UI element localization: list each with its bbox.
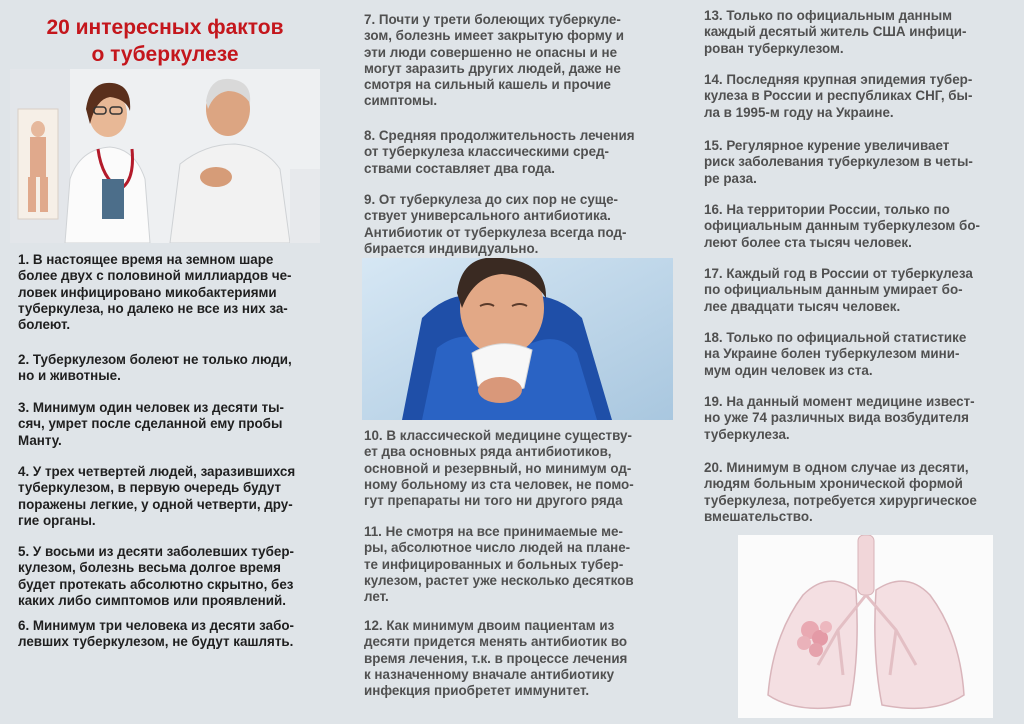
fact-line: гут препараты ни того ни другого ряда [364,493,623,509]
fact-line: леют более ста тысяч человек. [704,234,912,250]
fact-line: ствует универсального антибиотика. [364,208,611,224]
fact-line: риск заболевания туберкулезом в четы- [704,154,973,170]
fact-12 [364,618,669,699]
fact-14 [704,72,1014,121]
doctor-patient-photo [10,69,320,243]
fact-line: основной и резервный, но минимум од- [364,460,632,476]
fact-line: более двух с половиной миллиардов че- [18,268,292,284]
fact-line: 20. Минимум в одном случае из десяти, [704,460,969,475]
fact-line: 14. Последняя крупная эпидемия тубер- [704,72,973,87]
fact-line: смотря на сильный кашель и прочие [364,77,612,93]
fact-2 [18,352,328,385]
fact-line: 1. В настоящее время на земном шаре [18,252,274,267]
fact-line: 12. Как минимум двоим пациентам из [364,618,615,633]
fact-line: каждый десятый житель США инфици- [704,24,967,40]
coughing-man-photo [362,258,673,420]
fact-4 [18,464,328,529]
fact-line: туберкулеза. [704,426,790,442]
fact-5 [18,544,328,609]
fact-line: к назначенному вначале антибиотику [364,666,615,682]
lungs-illustration [738,535,993,718]
fact-line: но уже 74 различных вида возбудителя [704,410,969,426]
fact-line: инфекция приобретет иммунитет. [364,683,590,699]
fact-line: могут заразить других людей, даже не [364,60,621,76]
fact-line: ному больному из ста человек, не помо- [364,476,634,492]
fact-13 [704,8,1014,57]
fact-line: туберкулеза, потребуется хирургическое [704,492,977,508]
fact-19 [704,394,1014,443]
fact-line: от туберкулеза классическими сред- [364,144,610,160]
fact-line: 6. Минимум три человека из десяти забо- [18,618,294,633]
fact-line: бирается индивидуально. [364,240,539,256]
fact-1 [18,252,328,333]
fact-line: 15. Регулярное курение увеличивает [704,138,950,153]
fact-line: поражены легкие, у одной четверти, дру- [18,496,293,512]
fact-16 [704,202,1014,251]
fact-line: 4. У трех четвертей людей, заразившихся [18,464,296,479]
title-line-1: 20 интересных фактов [46,16,284,39]
fact-line: лее двадцати тысяч человек. [704,298,901,314]
fact-18 [704,330,1014,379]
fact-line: 11. Не смотря на все принимаемые ме- [364,524,623,539]
fact-line: 17. Каждый год в России от туберкулеза [704,266,973,281]
fact-line: десяти придется менять антибиотик во [364,634,628,650]
fact-line: 3. Минимум один человек из десяти ты- [18,400,285,415]
fact-line: те инфицированных и больных тубер- [364,556,624,572]
fact-15 [704,138,1014,187]
fact-line: официальным данным туберкулезом бо- [704,218,980,234]
fact-line: симптомы. [364,93,438,109]
fact-line: кулезом, растет уже несколько десятков [364,572,634,588]
fact-line: ре раза. [704,170,757,186]
fact-3 [18,400,328,449]
fact-line: левших туберкулезом, не будут кашлять. [18,634,294,650]
fact-line: вмешательство. [704,508,813,524]
fact-line: 7. Почти у трети болеющих туберкуле- [364,12,621,27]
fact-line: кулезом, болезнь весьма долгое время [18,560,281,576]
fact-line: на Украине болен туберкулезом мини- [704,346,960,362]
fact-line: лет. [364,589,389,605]
fact-line: сяч, умрет после сделанной ему пробы [18,416,283,432]
fact-8 [364,128,669,177]
fact-line: рован туберкулезом. [704,40,844,56]
fact-line: болеют. [18,317,71,333]
fact-line: ловек инфицировано микобактериями [18,284,277,300]
fact-line: людям больным хронической формой [704,476,963,492]
fact-line: 16. На территории России, только по [704,202,950,217]
fact-line: 13. Только по официальным данным [704,8,953,23]
fact-line: но и животные. [18,368,121,384]
page-title [10,14,320,68]
fact-line: 8. Средняя продолжительность лечения [364,128,635,143]
fact-line: 2. Туберкулезом болеют не только люди, [18,352,292,367]
fact-20 [704,460,1014,525]
fact-11 [364,524,669,605]
fact-line: туберкулеза, но далеко не все из них за- [18,300,288,316]
fact-10 [364,428,669,509]
fact-line: 10. В классической медицине существу- [364,428,632,443]
fact-line: каких либо симптомов или проявлений. [18,592,286,608]
fact-line: ры, абсолютное число людей на плане- [364,540,631,556]
fact-line: туберкулезом, в первую очередь будут [18,480,282,496]
fact-line: по официальным данным умирает бо- [704,282,963,298]
fact-17 [704,266,1014,315]
fact-line: 19. На данный момент медицине извест- [704,394,975,409]
fact-line: 5. У восьми из десяти заболевших тубер- [18,544,294,559]
fact-line: 9. От туберкулеза до сих пор не суще- [364,192,618,207]
fact-line: время лечения, т.к. в процессе лечения [364,650,628,666]
fact-6 [18,618,328,651]
fact-line: зом, болезнь имеет закрытую форму и [364,28,624,44]
fact-line: ла в 1995-м году на Украине. [704,104,894,120]
fact-line: Антибиотик от туберкулеза всегда под- [364,224,627,240]
fact-line: 18. Только по официальной статистике [704,330,967,345]
fact-line: будет протекать абсолютно скрытно, без [18,576,294,592]
fact-line: ет два основных ряда антибиотиков, [364,444,612,460]
fact-line: ствами составляет два года. [364,160,555,176]
fact-7 [364,12,669,110]
fact-line: мум один человек из ста. [704,362,873,378]
fact-line: кулеза в России и республиках СНГ, бы- [704,88,973,104]
fact-9 [364,192,669,257]
title-line-2: о туберкулезе [91,43,239,66]
fact-line: гие органы. [18,512,96,528]
fact-line: Манту. [18,432,62,448]
fact-line: эти люди совершенно не опасны и не [364,44,618,60]
